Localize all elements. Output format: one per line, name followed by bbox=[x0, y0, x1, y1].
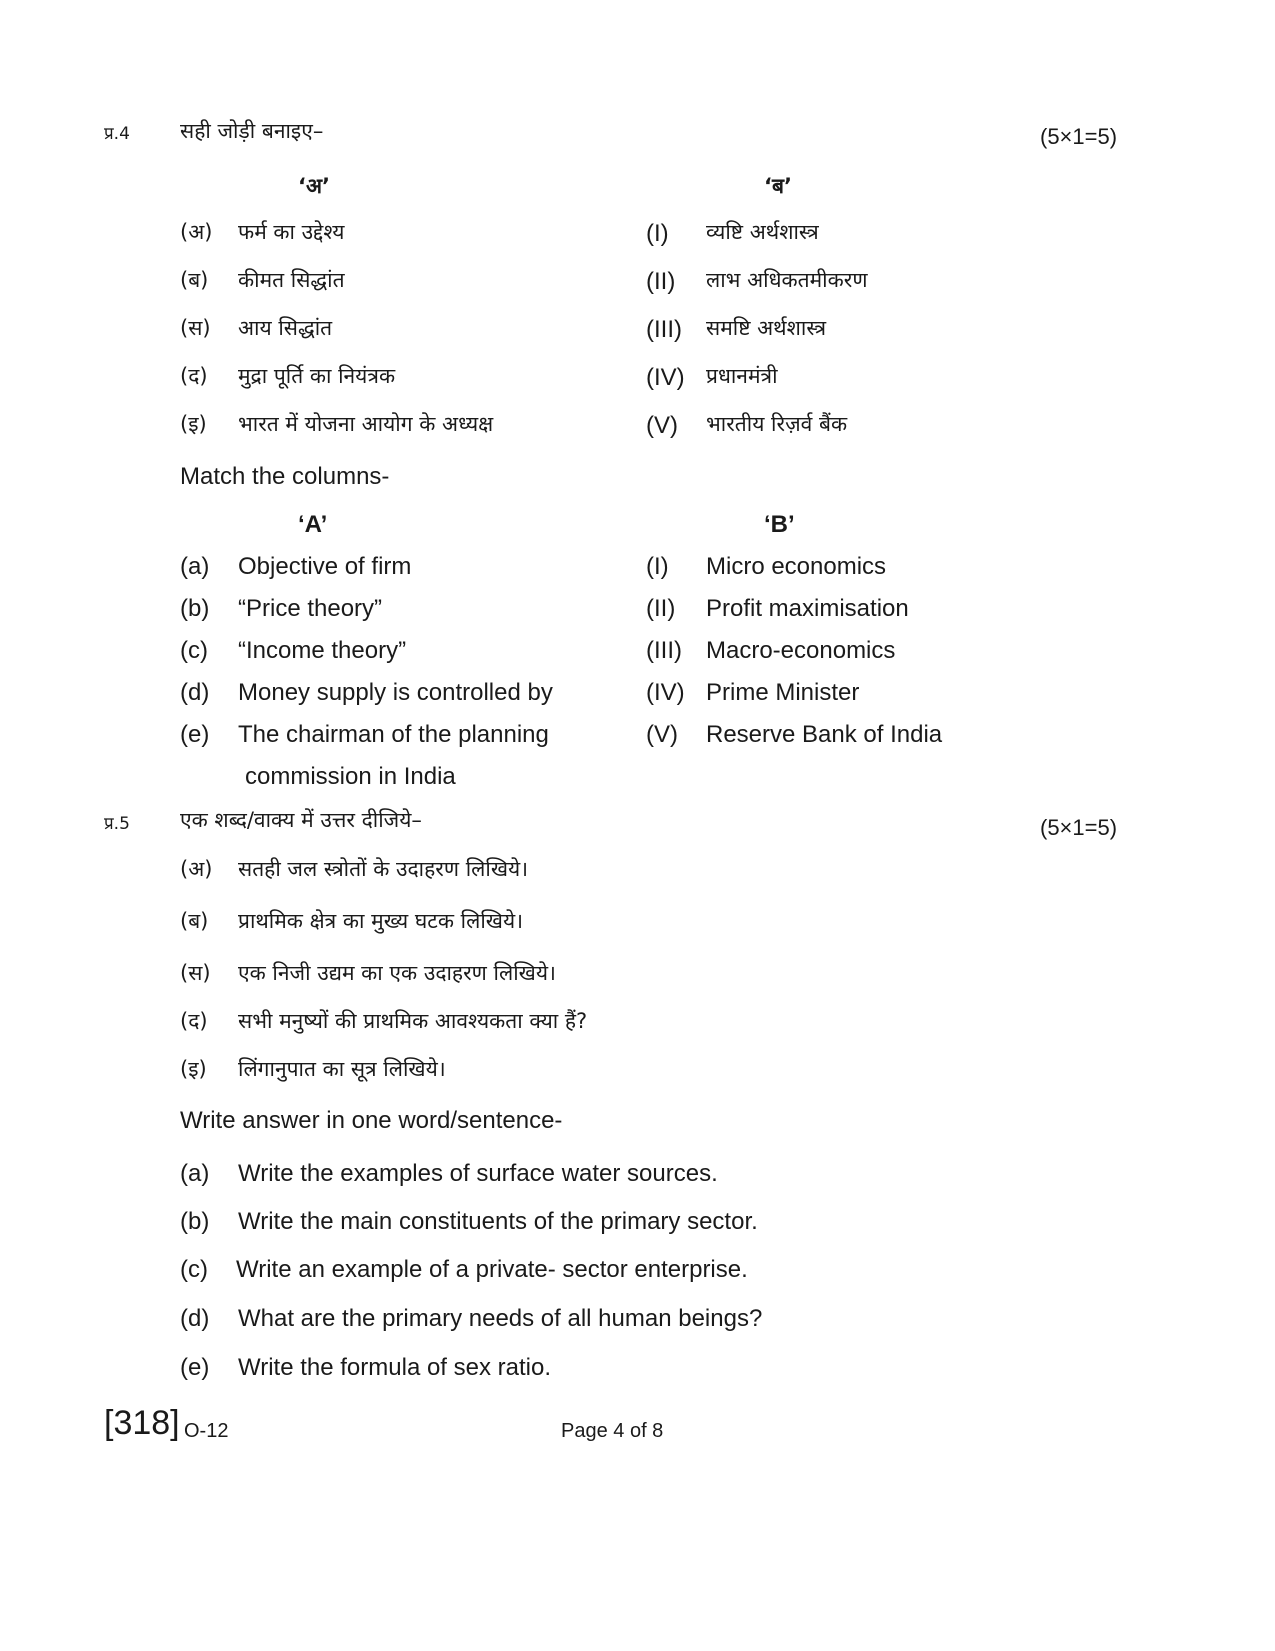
q4-english-row-label-b: (IV) bbox=[646, 679, 685, 706]
paper-series: O-12 bbox=[184, 1420, 229, 1442]
q4-hindi-row-text-a: भारत में योजना आयोग के अध्यक्ष bbox=[238, 412, 494, 436]
q4-english-row-text-b: Profit maximisation bbox=[706, 595, 909, 622]
q4-english-column-b-heading: ‘B’ bbox=[764, 511, 795, 538]
q4-english-row-label-b: (III) bbox=[646, 637, 682, 664]
q4-english-row-label-a: (c) bbox=[180, 637, 208, 664]
q4-hindi-row-label-b: (IV) bbox=[646, 364, 685, 391]
q4-hindi-row-label-a: (स) bbox=[180, 316, 211, 340]
q4-english-row-text-b: Macro-economics bbox=[706, 637, 896, 664]
q4-marks: (5×1=5) bbox=[1040, 124, 1118, 149]
q4-hindi-row-text-a: मुद्रा पूर्ति का नियंत्रक bbox=[238, 364, 396, 388]
q5-hindi-item-text: प्राथमिक क्षेत्र का मुख्य घटक लिखिये। bbox=[238, 909, 524, 933]
q4-english-row-label-a: (b) bbox=[180, 595, 210, 622]
q4-english-row-label-b: (II) bbox=[646, 595, 676, 622]
q4-english-row-label-a: (d) bbox=[180, 679, 210, 706]
q4-hindi-row-text-b: समष्टि अर्थशास्त्र bbox=[706, 316, 827, 340]
q5-marks: (5×1=5) bbox=[1040, 815, 1118, 840]
q4-hindi-row-label-a: (ब) bbox=[180, 268, 209, 292]
q5-hindi-item-text: सतही जल स्त्रोतों के उदाहरण लिखिये। bbox=[238, 857, 529, 881]
q4-english-row-label-a: (a) bbox=[180, 553, 210, 580]
q4-english-row-text-a: Money supply is controlled by bbox=[238, 679, 553, 706]
q5-hindi-item-label: (द) bbox=[180, 1009, 208, 1033]
q5-english-item-text: Write an example of a private- sector enterprise. bbox=[236, 1256, 748, 1283]
q4-hindi-row-text-b: व्यष्टि अर्थशास्त्र bbox=[706, 220, 819, 244]
q4-english-row-text-a: The chairman of the planning bbox=[238, 721, 549, 748]
q5-hindi-item-text: लिंगानुपात का सूत्र लिखिये। bbox=[238, 1057, 446, 1081]
q5-hindi-item-text: सभी मनुष्यों की प्राथमिक आवश्यकता क्या हैं? bbox=[238, 1009, 588, 1033]
q4-instruction-english: Match the columns- bbox=[180, 463, 390, 490]
q4-english-row-label-b: (V) bbox=[646, 721, 678, 748]
q5-instruction-hindi: एक शब्द/वाक्य में उत्तर दीजिये– bbox=[180, 808, 422, 832]
q4-english-row-text-a: Objective of firm bbox=[238, 553, 412, 580]
q4-english-row-text-a: “Price theory” bbox=[238, 595, 383, 622]
q4-english-row-label-a: (e) bbox=[180, 721, 210, 748]
paper-code: [318] bbox=[104, 1404, 180, 1442]
q4-hindi-row-text-a: फर्म का उद्देश्य bbox=[238, 220, 345, 244]
q5-instruction-english: Write answer in one word/sentence- bbox=[180, 1107, 563, 1134]
q4-english-row-label-b: (I) bbox=[646, 553, 669, 580]
q4-hindi-row-text-b: भारतीय रिज़र्व बैंक bbox=[706, 412, 848, 436]
q4-english-row-text-b: Prime Minister bbox=[706, 679, 860, 706]
q5-english-item-label: (b) bbox=[180, 1208, 210, 1235]
q4-english-column-a-heading: ‘A’ bbox=[298, 511, 328, 538]
q4-hindi-column-b-heading: ‘ब’ bbox=[764, 174, 792, 198]
q5-english-item-label: (c) bbox=[180, 1256, 208, 1283]
q4-hindi-row-label-a: (अ) bbox=[180, 220, 213, 244]
q4-hindi-column-a-heading: ‘अ’ bbox=[298, 174, 330, 198]
q5-number: प्र.5 bbox=[104, 814, 130, 834]
q5-hindi-item-label: (इ) bbox=[180, 1057, 207, 1081]
q4-number: प्र.4 bbox=[104, 124, 130, 144]
page-number: Page 4 of 8 bbox=[561, 1420, 664, 1442]
q5-english-item-text: Write the examples of surface water sources. bbox=[238, 1160, 718, 1187]
q5-english-item-text: What are the primary needs of all human beings? bbox=[238, 1305, 763, 1332]
q4-hindi-row-label-b: (III) bbox=[646, 316, 682, 343]
q4-hindi-row-label-a: (द) bbox=[180, 364, 208, 388]
q4-instruction-hindi: सही जोड़ी बनाइए– bbox=[180, 119, 324, 143]
q4-hindi-row-text-a: आय सिद्धांत bbox=[238, 316, 333, 340]
q5-hindi-item-text: एक निजी उद्यम का एक उदाहरण लिखिये। bbox=[238, 961, 556, 985]
q4-hindi-row-label-b: (V) bbox=[646, 412, 678, 439]
q5-hindi-item-label: (ब) bbox=[180, 909, 209, 933]
q5-hindi-item-label: (स) bbox=[180, 961, 211, 985]
q4-hindi-row-label-a: (इ) bbox=[180, 412, 207, 436]
q4-english-row-text-b: Reserve Bank of India bbox=[706, 721, 943, 748]
q4-hindi-row-label-b: (II) bbox=[646, 268, 676, 295]
q5-hindi-item-label: (अ) bbox=[180, 857, 213, 881]
q4-hindi-row-text-b: प्रधानमंत्री bbox=[706, 364, 778, 388]
q4-hindi-row-label-b: (I) bbox=[646, 220, 669, 247]
q4-english-row-text-a: “Income theory” bbox=[238, 637, 407, 664]
q5-english-item-text: Write the main constituents of the primary sector. bbox=[238, 1208, 758, 1235]
q4-english-row-text-continuation: commission in India bbox=[245, 763, 456, 790]
q4-hindi-row-text-a: कीमत सिद्धांत bbox=[238, 268, 345, 292]
q5-english-item-label: (e) bbox=[180, 1354, 210, 1381]
q4-hindi-row-text-b: लाभ अधिकतमीकरण bbox=[706, 268, 868, 292]
q4-english-row-text-b: Micro economics bbox=[706, 553, 887, 580]
q5-english-item-label: (d) bbox=[180, 1305, 210, 1332]
q5-english-item-text: Write the formula of sex ratio. bbox=[238, 1354, 552, 1381]
q5-english-item-label: (a) bbox=[180, 1160, 210, 1187]
